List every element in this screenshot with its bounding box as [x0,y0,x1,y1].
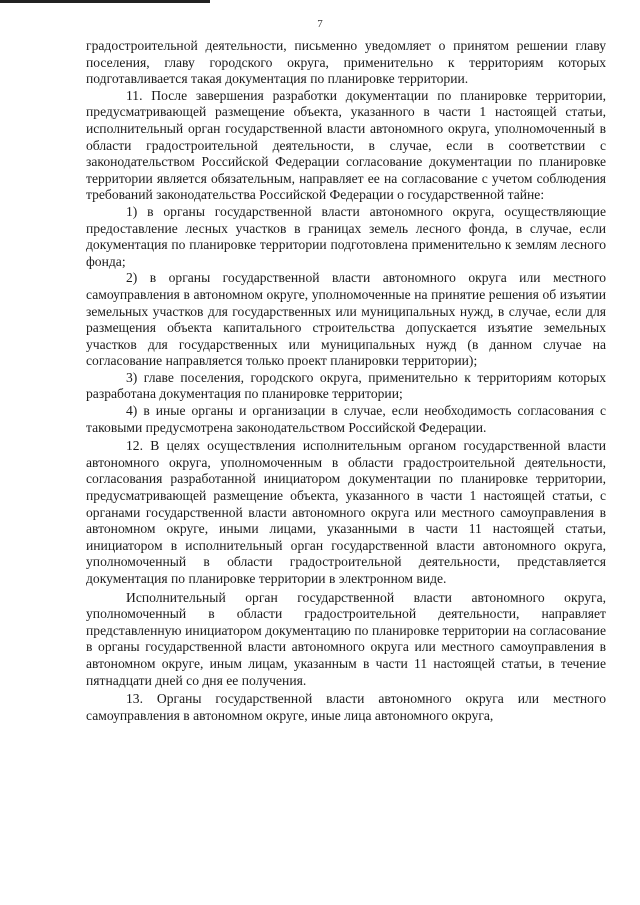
page-number: 7 [317,18,323,30]
scan-edge-mark [0,0,210,3]
paragraph-item-12-continued: Исполнительный орган государственной власти автономного округа, уполномоченный в области градостроительной деятельности, направляет представленную инициатором документацию по планировке территории на согласование в органы государственной власти автономного округа или местного самоуправления в автономном округе, иным лицам, указанным в части 11 настоящей статьи, в течение пятнадцати дней со дня ее получения. [86,589,606,688]
paragraph-item-12: 12. В целях осуществления исполнительным органом государственной власти автономного округа, уполномоченным в области градостроительной деятельности, согласования разработанной инициатором документации по планировке территории, предусматривающей размещение объекта, указанного в части 1 настоящей статьи, с органами государственной власти автономного округа или местного самоуправления в автономном округе, иными лицами, указанными в части 11 настоящей статьи, инициатором в исполнительный орган государственной власти автономного округа, уполномоченный в области градостроительной деятельности, представляется документация по планировке территории в электронном виде. [86,438,606,586]
document-body [86,38,606,724]
paragraph-item-13: 13. Органы государственной власти автономного округа или местного самоуправления в автономном округе, иные лица автономного округа, [86,691,606,723]
paragraph-subitem-4: 4) в иные органы и организации в случае, если необходимость согласования с таковыми предусмотрена законодательством Российской Федерации. [86,403,606,435]
paragraph-item-11: 11. После завершения разработки документации по планировке территории, предусматривающей размещение объекта, указанного в части 1 настоящей статьи, исполнительный орган государственной власти автономного округа, уполномоченный в области градостроительной деятельности, в случае, если в соответствии с законодательством Российской Федерации согласование документации по планировке территории является обязательным, направляет ее на согласование с учетом соблюдения требований законодательства Российской Федерации о государственной тайне: [86,87,606,203]
paragraph-continuation: градостроительной деятельности, письменно уведомляет о принятом решении главу поселения, главу городского округа, применительно к территориям которых подготавливается такая документация по планировке территории. [86,38,606,87]
paragraph-subitem-3: 3) главе поселения, городского округа, применительно к территориям которых разработана документация по планировке территории; [86,369,606,402]
paragraph-subitem-1: 1) в органы государственной власти автономного округа, осуществляющие предоставление лесных участков в границах земель лесного фонда, в случае, если документация по планировке территории подготовлена применительно к землям лесного фонда; [86,203,606,269]
paragraph-subitem-2: 2) в органы государственной власти автономного округа или местного самоуправления в автономном округе, уполномоченные на принятие решения об изъятии земельных участков для государственных или муниципальных нужд, в случае, если для размещения объекта капитального строительства допускается изъятие земельных участков для государственных или муниципальных нужд (в данном случае на согласование направляется только проект планировки территории); [86,270,606,369]
